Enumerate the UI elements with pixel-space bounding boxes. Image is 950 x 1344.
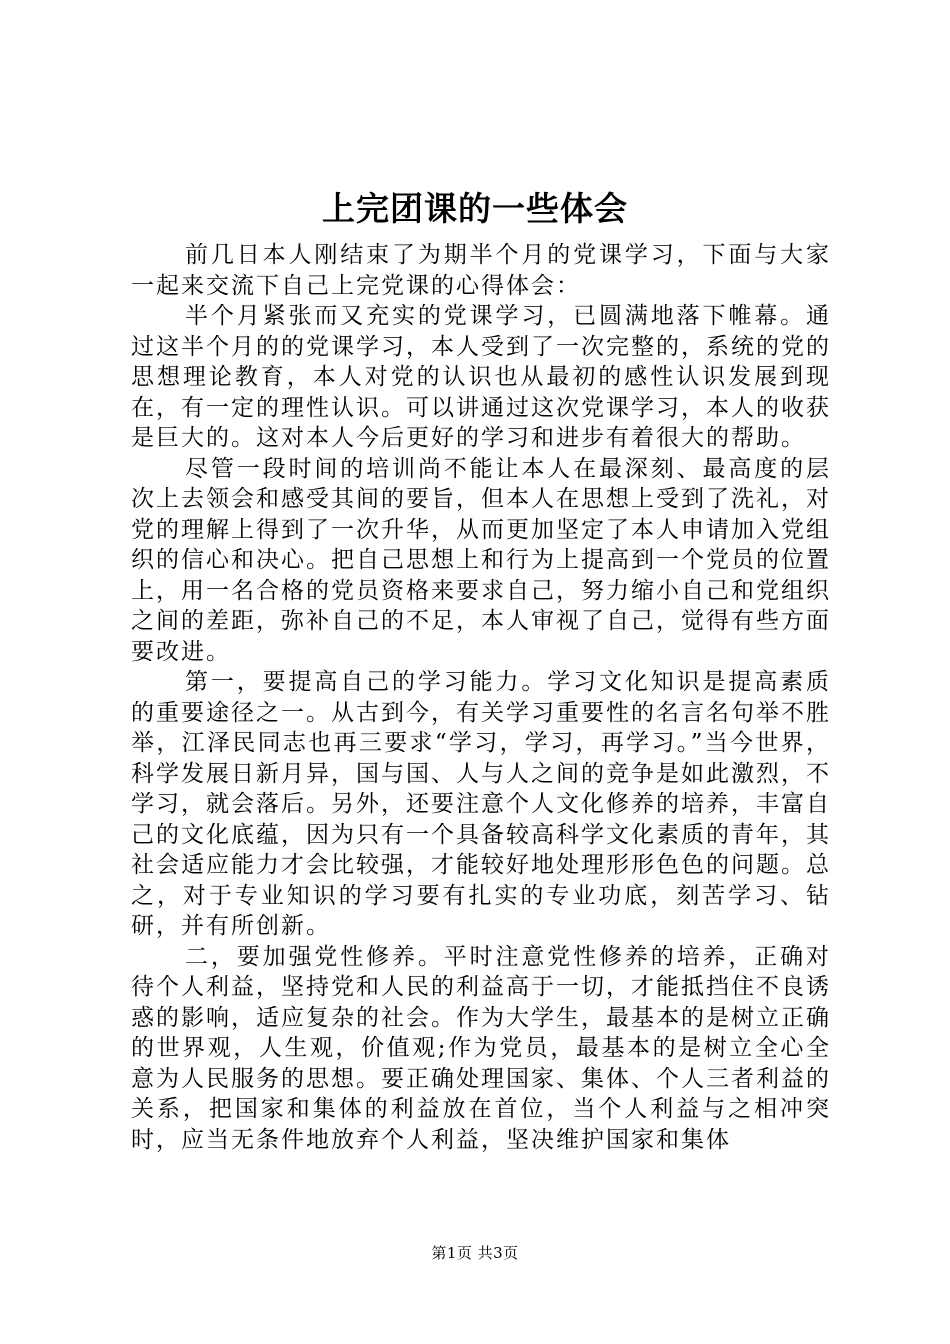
document-body: [131, 240, 831, 1155]
paragraph-intro: 前几日本人刚结束了为期半个月的党课学习，下面与大家一起来交流下自己上完党课的心得体会：: [131, 242, 831, 299]
paragraph-reflection: 尽管一段时间的培训尚不能让本人在最深刻、最高度的层次上去领会和感受其间的要旨，但本人在思想上受到了洗礼，对党的理解上得到了一次升华，从而更加坚定了本人申请加入党组织的信心和决心。把自己思想上和行为上提高到一个党员的位置上，用一名合格的党员资格来要求自己，努力缩小自己和党组织之间的差距，弥补自己的不足，本人审视了自己，觉得有些方面要改进。: [131, 455, 831, 665]
paragraph-point-one: 第一，要提高自己的学习能力。学习文化知识是提高素质的重要途径之一。从古到今，有关学习重要性的名言名句举不胜举，江泽民同志也再三要求“学习，学习，再学习。”当今世界，科学发展日新月异，国与国、人与人之间的竞争是如此激烈，不学习，就会落后。另外，还要注意个人文化修养的培养，丰富自己的文化底蕴，因为只有一个具备较高科学文化素质的青年，其社会适应能力才会比较强，才能较好地处理形形色色的问题。总之，对于专业知识的学习要有扎实的专业功底，刻苦学习、钻研，并有所创新。: [131, 669, 831, 939]
paragraph-summary: 半个月紧张而又充实的党课学习，已圆满地落下帷幕。通过这半个月的的党课学习，本人受到了一次完整的，系统的党的思想理论教育，本人对党的认识也从最初的感性认识发展到现在，有一定的理性认识。可以讲通过这次党课学习，本人的收获是巨大的。这对本人今后更好的学习和进步有着很大的帮助。: [131, 303, 831, 451]
document-title: 上完团课的一些体会: [322, 189, 628, 228]
paragraph-point-two: 二，要加强党性修养。平时注意党性修养的培养，正确对待个人利益，坚持党和人民的利益高于一切，才能抵挡住不良诱惑的影响，适应复杂的社会。作为大学生，最基本的是树立正确的世界观，人生观，价值观;作为党员，最基本的是树立全心全意为人民服务的思想。要正确处理国家、集体、个人三者利益的关系，把国家和集体的利益放在首位，当个人利益与之相冲突时，应当无条件地放弃个人利益，坚决维护国家和集体: [131, 943, 831, 1153]
page-number-footer: 第1页 共3页: [431, 1244, 519, 1262]
